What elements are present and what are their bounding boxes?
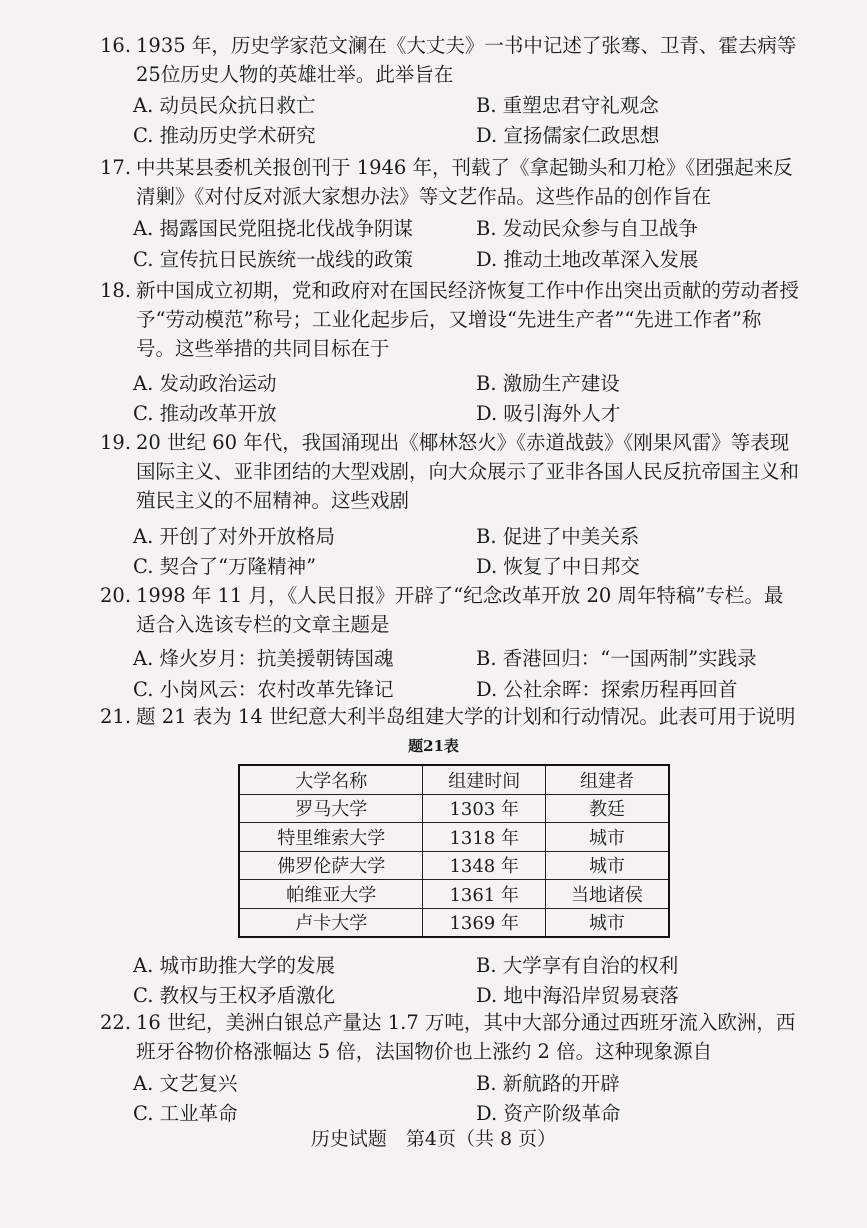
option-d: D. 恢复了中日邦交 bbox=[476, 555, 640, 578]
option-d: D. 推动土地改革深入发展 bbox=[476, 248, 699, 271]
option-c: C. 宣传抗日民族统一战线的政策 bbox=[133, 248, 414, 271]
question-21 bbox=[100, 702, 800, 731]
option-c: C. 小岗风云：农村改革先锋记 bbox=[133, 678, 394, 701]
option-a: A. 文艺复兴 bbox=[133, 1072, 238, 1095]
option-a: A. 开创了对外开放格局 bbox=[133, 525, 335, 548]
question-stem: 16 世纪，美洲白银总产量达 1.7 万吨，其中大部分通过西班牙流入欧洲，西班牙谷物价格涨幅达 5 倍，法国物价也上涨约 2 倍。这种现象源自 bbox=[136, 1011, 796, 1063]
option-b: B. 新航路的开辟 bbox=[476, 1072, 620, 1095]
option-d: D. 吸引海外人才 bbox=[476, 402, 621, 425]
table-header: 组建时间 bbox=[423, 765, 546, 794]
option-c: C. 契合了“万隆精神” bbox=[133, 555, 317, 578]
table-cell: 特里维索大学 bbox=[239, 823, 423, 852]
table-cell: 城市 bbox=[546, 908, 669, 937]
table-row bbox=[239, 908, 669, 937]
table-header: 大学名称 bbox=[239, 765, 423, 794]
table-cell: 1361 年 bbox=[423, 880, 546, 909]
table-row bbox=[239, 823, 669, 852]
question-17 bbox=[100, 153, 800, 211]
option-d: D. 宣扬儒家仁政思想 bbox=[476, 124, 660, 147]
question-stem: 中共某县委机关报创刊于 1946 年，刊载了《拿起锄头和刀枪》《团强起来反清剿》《对付反对派大家想办法》等文艺作品。这些作品的创作旨在 bbox=[136, 156, 793, 208]
table-header: 组建者 bbox=[546, 765, 669, 794]
question-number: 21. bbox=[100, 705, 132, 728]
option-a: A. 揭露国民党阻挠北伐战争阴谋 bbox=[133, 217, 413, 240]
option-b: B. 大学享有自治的权利 bbox=[476, 954, 679, 977]
option-b: B. 激励生产建设 bbox=[476, 372, 620, 395]
question-stem: 新中国成立初期，党和政府对在国民经济恢复工作中作出突出贡献的劳动者授予“劳动模范”称号；工业化起步后，又增设“先进生产者”“先进工作者”称号。这些举措的共同目标在于 bbox=[136, 279, 800, 360]
question-22 bbox=[100, 1008, 800, 1066]
option-b: B. 发动民众参与自卫战争 bbox=[476, 217, 698, 240]
question-number: 19. bbox=[100, 431, 132, 454]
option-d: D. 资产阶级革命 bbox=[476, 1102, 621, 1125]
option-a: A. 烽火岁月：抗美援朝铸国魂 bbox=[133, 647, 394, 670]
table-cell: 佛罗伦萨大学 bbox=[239, 851, 423, 880]
university-table bbox=[238, 764, 670, 938]
table-cell: 1369 年 bbox=[423, 908, 546, 937]
table-cell: 罗马大学 bbox=[239, 794, 423, 823]
question-number: 22. bbox=[100, 1011, 132, 1034]
page-footer: 历史试题 第4页（共 8 页） bbox=[310, 1128, 557, 1150]
question-number: 16. bbox=[100, 34, 132, 57]
option-c: C. 教权与王权矛盾激化 bbox=[133, 984, 336, 1007]
option-d: D. 公社余晖：探索历程再回首 bbox=[476, 678, 738, 701]
question-stem: 1935 年，历史学家范文澜在《大丈夫》一书中记述了张骞、卫青、霍去病等25位历史人物的英雄壮举。此举旨在 bbox=[136, 34, 797, 86]
table-cell: 1318 年 bbox=[423, 823, 546, 852]
question-19 bbox=[100, 428, 800, 515]
question-18 bbox=[100, 276, 800, 363]
option-a: A. 动员民众抗日救亡 bbox=[133, 94, 316, 117]
table-cell: 城市 bbox=[546, 851, 669, 880]
question-stem: 1998 年 11 月，《人民日报》开辟了“纪念改革开放 20 周年特稿”专栏。最适合入选该专栏的文章主题是 bbox=[136, 584, 784, 636]
table-row bbox=[239, 851, 669, 880]
option-b: B. 重塑忠君守礼观念 bbox=[476, 94, 659, 117]
option-b: B. 香港回归：“一国两制”实践录 bbox=[476, 647, 757, 670]
option-d: D. 地中海沿岸贸易衰落 bbox=[476, 984, 679, 1007]
table-caption: 题21表 bbox=[408, 737, 459, 755]
question-number: 17. bbox=[100, 156, 132, 179]
option-c: C. 工业革命 bbox=[133, 1102, 238, 1125]
option-a: A. 城市助推大学的发展 bbox=[133, 954, 335, 977]
question-20 bbox=[100, 581, 800, 639]
option-c: C. 推动改革开放 bbox=[133, 402, 277, 425]
question-number: 20. bbox=[100, 584, 132, 607]
question-stem: 20 世纪 60 年代，我国涌现出《椰林怒火》《赤道战鼓》《刚果风雷》等表现国际主义、亚非团结的大型戏剧，向大众展示了亚非各国人民反抗帝国主义和殖民主义的不屈精神。这些戏剧 bbox=[136, 431, 800, 512]
question-16 bbox=[100, 31, 800, 89]
table-row bbox=[239, 794, 669, 823]
option-a: A. 发动政治运动 bbox=[133, 372, 277, 395]
table-row bbox=[239, 880, 669, 909]
table-cell: 当地诸侯 bbox=[546, 880, 669, 909]
table-cell: 教廷 bbox=[546, 794, 669, 823]
table-cell: 城市 bbox=[546, 823, 669, 852]
table-cell: 帕维亚大学 bbox=[239, 880, 423, 909]
option-c: C. 推动历史学术研究 bbox=[133, 124, 316, 147]
question-stem: 题 21 表为 14 世纪意大利半岛组建大学的计划和行动情况。此表可用于说明 bbox=[136, 705, 796, 728]
question-number: 18. bbox=[100, 279, 132, 302]
option-b: B. 促进了中美关系 bbox=[476, 525, 640, 548]
table-cell: 1303 年 bbox=[423, 794, 546, 823]
table-header-row bbox=[239, 765, 669, 794]
table-cell: 1348 年 bbox=[423, 851, 546, 880]
table-cell: 卢卡大学 bbox=[239, 908, 423, 937]
